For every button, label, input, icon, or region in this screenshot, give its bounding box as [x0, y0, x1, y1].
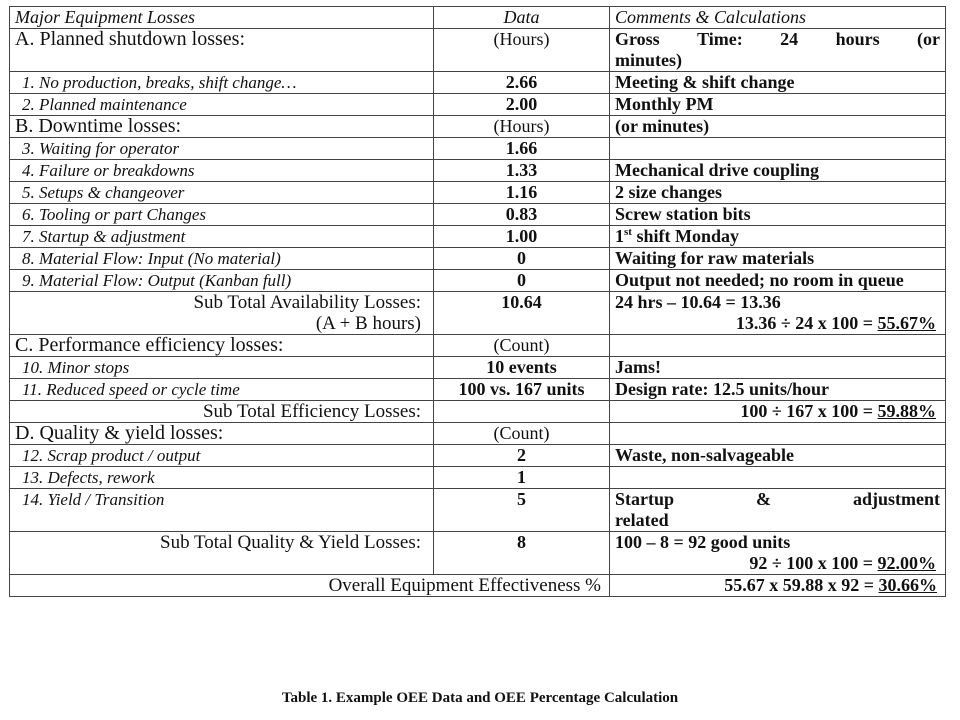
header-data: Data: [434, 7, 610, 29]
section-a-row: [10, 29, 946, 72]
item-1-comment: Meeting & shift change: [610, 72, 946, 94]
gross-word-2: Time:: [697, 29, 743, 49]
item-14-word-3: adjustment: [852, 489, 940, 509]
item-6-label: 6. Tooling or part Changes: [10, 204, 434, 226]
section-d-comment: [610, 423, 946, 445]
subtotal-availability-label-line2: (A + B hours): [315, 313, 421, 334]
item-13-value: 1: [434, 467, 610, 489]
section-d-unit: (Count): [434, 423, 610, 445]
item-row: [10, 467, 946, 489]
efficiency-calc: 100 ÷ 167 x 100 =: [740, 401, 878, 421]
section-c-comment: [610, 335, 946, 357]
subtotal-efficiency-value: [434, 401, 610, 423]
section-d-row: [10, 423, 946, 445]
item-9-label: 9. Material Flow: Output (Kanban full): [10, 270, 434, 292]
section-b-unit: (Hours): [434, 116, 610, 138]
section-b-label: B. Downtime losses:: [10, 116, 434, 138]
item-row: [10, 160, 946, 182]
subtotal-quality-calc: [610, 532, 946, 575]
item-2-label: 2. Planned maintenance: [10, 94, 434, 116]
item-14-comment: [610, 489, 946, 532]
item-12-comment: Waste, non-salvageable: [610, 445, 946, 467]
subtotal-efficiency-label: Sub Total Efficiency Losses:: [10, 401, 434, 423]
gross-line-2: minutes): [615, 50, 682, 70]
subtotal-availability-label: [10, 292, 434, 335]
item-4-value: 1.33: [434, 160, 610, 182]
subtotal-efficiency-calc: [610, 401, 946, 423]
item-5-comment: 2 size changes: [610, 182, 946, 204]
item-1-value: 2.66: [434, 72, 610, 94]
subtotal-availability-value: 10.64: [434, 292, 610, 335]
subtotal-efficiency-row: [10, 401, 946, 423]
oee-label: Overall Equipment Effectiveness %: [10, 575, 610, 597]
gross-word-4: hours: [835, 29, 880, 49]
gross-word-1: Gross: [615, 29, 660, 49]
section-a-unit: (Hours): [434, 29, 610, 72]
item-row: [10, 226, 946, 248]
item-14-word-2: &: [756, 489, 771, 509]
section-c-row: [10, 335, 946, 357]
item-13-label: 13. Defects, rework: [10, 467, 434, 489]
item-11-label: 11. Reduced speed or cycle time: [10, 379, 434, 401]
item-row: [10, 94, 946, 116]
item-11-comment: Design rate: 12.5 units/hour: [610, 379, 946, 401]
item-8-comment: Waiting for raw materials: [610, 248, 946, 270]
quality-result: 92.00%: [877, 553, 936, 573]
item-row: [10, 445, 946, 467]
item-14-value: 5: [434, 489, 610, 532]
item-row: [10, 270, 946, 292]
item-row: [10, 204, 946, 226]
item-7-comment: [610, 226, 946, 248]
section-b-row: [10, 116, 946, 138]
item-14-word-1: Startup: [615, 489, 675, 509]
table-caption: Table 1. Example OEE Data and OEE Percentage Calculation: [281, 690, 679, 706]
section-c-label: C. Performance efficiency losses:: [10, 335, 434, 357]
item-7-value: 1.00: [434, 226, 610, 248]
item-row: [10, 489, 946, 532]
section-a-label: A. Planned shutdown losses:: [10, 29, 434, 72]
item-4-label: 4. Failure or breakdowns: [10, 160, 434, 182]
item-14-line-2: related: [615, 510, 669, 530]
item-3-label: 3. Waiting for operator: [10, 138, 434, 160]
item-12-label: 12. Scrap product / output: [10, 445, 434, 467]
item-6-value: 0.83: [434, 204, 610, 226]
oee-total-row: [10, 575, 946, 597]
item-10-comment: Jams!: [610, 357, 946, 379]
subtotal-availability-row: [10, 292, 946, 335]
section-c-unit: (Count): [434, 335, 610, 357]
item-1-label: 1. No production, breaks, shift change…: [10, 72, 434, 94]
subtotal-quality-value: 8: [434, 532, 610, 575]
quality-calc-line1: 100 – 8 = 92 good units: [615, 532, 791, 552]
oee-calc: [610, 575, 946, 597]
item-9-value: 0: [434, 270, 610, 292]
item-7-comment-ordinal: st: [624, 226, 632, 238]
subtotal-availability-label-line1: Sub Total Availability Losses:: [193, 292, 421, 313]
item-5-value: 1.16: [434, 182, 610, 204]
item-7-label: 7. Startup & adjustment: [10, 226, 434, 248]
header-row: [10, 7, 946, 29]
item-5-label: 5. Setups & changeover: [10, 182, 434, 204]
item-row: [10, 72, 946, 94]
quality-calc-line2: 92 ÷ 100 x 100 =: [749, 553, 878, 573]
section-a-comment: [610, 29, 946, 72]
item-3-comment: [610, 138, 946, 160]
item-8-label: 8. Material Flow: Input (No material): [10, 248, 434, 270]
item-8-value: 0: [434, 248, 610, 270]
item-2-comment: Monthly PM: [610, 94, 946, 116]
item-row: [10, 138, 946, 160]
availability-calc-line1: 24 hrs – 10.64 = 13.36: [615, 292, 781, 312]
item-row: [10, 357, 946, 379]
subtotal-availability-calc: [610, 292, 946, 335]
item-14-label: 14. Yield / Transition: [10, 489, 434, 532]
section-d-label: D. Quality & yield losses:: [10, 423, 434, 445]
item-3-value: 1.66: [434, 138, 610, 160]
item-13-comment: [610, 467, 946, 489]
item-11-value: 100 vs. 167 units: [434, 379, 610, 401]
subtotal-quality-label: Sub Total Quality & Yield Losses:: [10, 532, 434, 575]
item-2-value: 2.00: [434, 94, 610, 116]
efficiency-result: 59.88%: [877, 401, 936, 421]
item-10-value: 10 events: [434, 357, 610, 379]
item-9-comment: Output not needed; no room in queue: [610, 270, 946, 292]
header-comments: Comments & Calculations: [610, 7, 946, 29]
item-10-label: 10. Minor stops: [10, 357, 434, 379]
item-7-comment-number: 1: [615, 226, 624, 246]
gross-word-3: 24: [780, 29, 799, 49]
oee-table: [9, 6, 946, 597]
item-12-value: 2: [434, 445, 610, 467]
item-row: [10, 182, 946, 204]
availability-result: 55.67%: [877, 313, 936, 333]
item-7-comment-text: shift Monday: [631, 226, 739, 246]
item-4-comment: Mechanical drive coupling: [610, 160, 946, 182]
subtotal-quality-row: [10, 532, 946, 575]
gross-word-5: (or: [917, 29, 940, 49]
oee-result: 30.66%: [878, 575, 937, 595]
item-row: [10, 379, 946, 401]
header-equipment-losses: Major Equipment Losses: [10, 7, 434, 29]
item-6-comment: Screw station bits: [610, 204, 946, 226]
oee-calc-expression: 55.67 x 59.88 x 92 =: [724, 575, 879, 595]
section-b-comment: (or minutes): [610, 116, 946, 138]
availability-calc-line2: 13.36 ÷ 24 x 100 =: [735, 313, 878, 333]
item-row: [10, 248, 946, 270]
